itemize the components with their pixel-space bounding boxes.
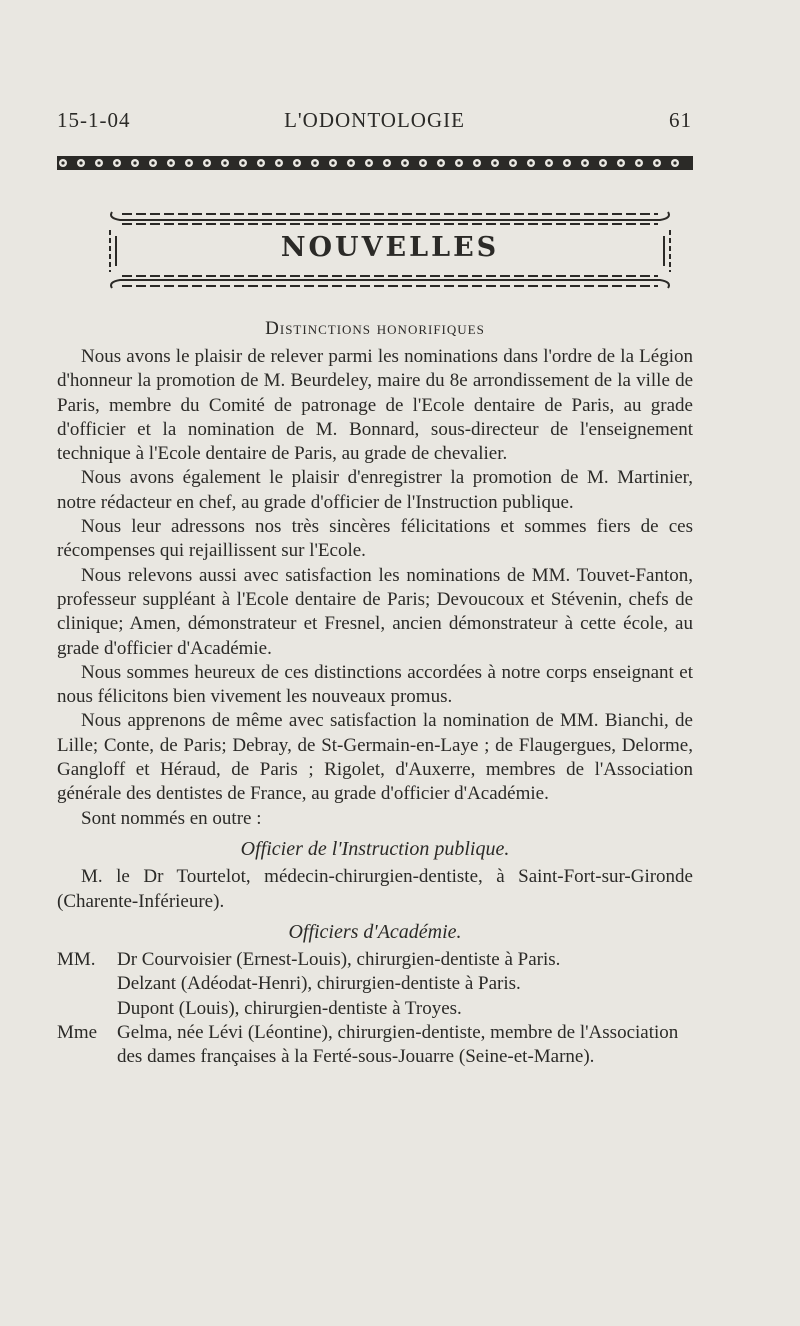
- section-heading: Distinctions honorifiques: [265, 318, 485, 339]
- paragraph: Nous sommes heureux de ces distinctions accordées à notre corps enseignant et nous félicitons bien vivement les nouveaux promus.: [57, 661, 693, 708]
- list-label: [57, 972, 117, 996]
- subheading-instruction: Officier de l'Instruction publique.: [240, 837, 510, 860]
- page-number: 61: [669, 108, 692, 132]
- subheading-academie: Officiers d'Académie.: [288, 920, 462, 943]
- list-label: MM.: [57, 949, 96, 971]
- paragraph: Nous apprenons de même avec satisfaction la nomination de MM. Bianchi, de Lille; Conte, de Paris; Debray, de St-Germain-en-Laye ; de Flaugergues, Delorme, Gangloff et Héraud, de Paris ; Rigolet, d'Auxerre, membres de l'Association générale des dentistes de France, au grade d'officier d'Académie.: [57, 710, 693, 805]
- list-text: Dr Courvoisier (Ernest-Louis), chirurgien-dentiste à Paris.: [117, 949, 561, 971]
- academie-list: [57, 948, 693, 1069]
- list-item: [57, 972, 693, 996]
- list-item: [57, 948, 693, 972]
- ornamental-rule: [57, 152, 693, 174]
- list-text: Delzant (Adéodat-Henri), chirurgien-dentiste à Paris.: [117, 973, 521, 995]
- list-text: Dupont (Louis), chirurgien-dentiste à Troyes.: [117, 997, 462, 1019]
- journal-title: L'ODONTOLOGIE: [284, 108, 465, 132]
- paragraph: Sont nommés en outre :: [81, 807, 262, 829]
- list-item: [57, 997, 693, 1021]
- list-item: [57, 1021, 693, 1070]
- issue-date: 15-1-04: [57, 108, 131, 132]
- paragraph: Nous leur adressons nos très sincères félicitations et sommes fiers de ces récompenses qui rejaillissent sur l'Ecole.: [57, 516, 693, 562]
- paragraph: Nous relevons aussi avec satisfaction les nominations de MM. Touvet-Fanton, professeur suppléant à l'Ecole dentaire de Paris; Devoucoux et Stévenin, chefs de clinique; Amen, démonstrateur et Fresnel, ancien démonstrateur à cette école, au grade d'officier d'Académie.: [57, 564, 693, 659]
- list-label: Mme: [57, 1022, 98, 1044]
- list-text: Gelma, née Lévi (Léontine), chirurgien-dentiste, membre de l'Association des dames françaises à la Ferté-sous-Jouarre (Seine-et-Marne).: [117, 1022, 679, 1068]
- list-label: [57, 997, 117, 1021]
- article-body: [57, 345, 693, 1070]
- headpiece-title: NOUVELLES: [280, 232, 500, 263]
- paragraph: Nous avons le plaisir de relever parmi les nominations dans l'ordre de la Légion d'honneur la promotion de M. Beurdeley, maire du 8e arrondissement de la ville de Paris, membre du Comité de patronage de l'Ecole dentaire de Paris, au grade d'officier et la nomination de M. Bonnard, sous-directeur de l'enseignement technique à l'Ecole dentaire de Paris, au grade de chevalier.: [57, 346, 693, 465]
- instruction-entry: M. le Dr Tourtelot, médecin-chirurgien-dentiste, à Saint-Fort-sur-Gironde (Charente-Inférieure).: [57, 866, 693, 912]
- paragraph: Nous avons également le plaisir d'enregistrer la promotion de M. Martinier, notre rédacteur en chef, au grade d'officier de l'Instruction publique.: [57, 467, 693, 513]
